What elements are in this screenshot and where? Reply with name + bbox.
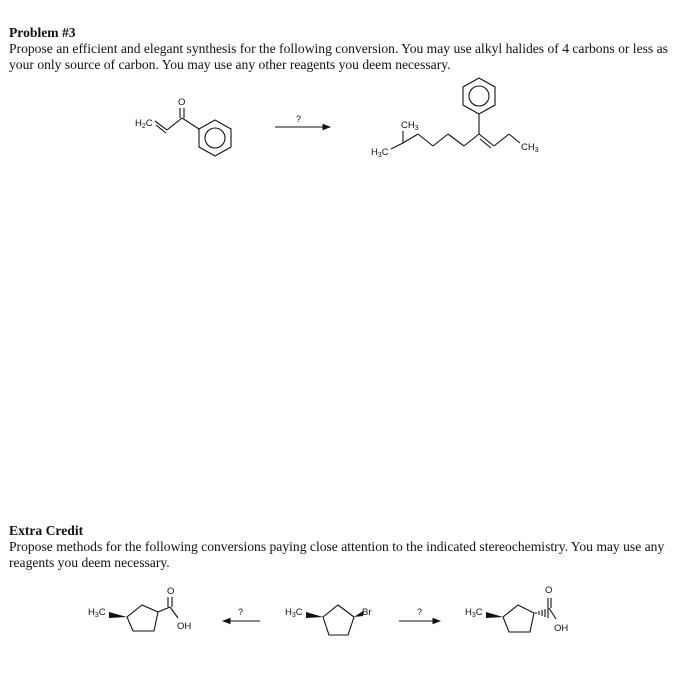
starting-material-molecule: [135, 97, 231, 156]
extra-left-molecule: [88, 586, 191, 632]
extra-right-methyl-label: $H_3C$: [465, 607, 483, 619]
reaction-arrow-label: ?: [296, 114, 302, 124]
starting-oxygen-label: O: [178, 97, 186, 108]
reaction-arrow: [275, 114, 330, 127]
product-left-methyl-label: $H_3C$: [371, 147, 389, 159]
extra-left-arrow: [223, 607, 260, 621]
extra-right-arrow: [399, 607, 440, 621]
extra-credit-description: Propose methods for the following conversions paying close attention to the indicated stereochemistry. You may use any reagents you deem necessary.: [9, 539, 665, 570]
extra-left-methyl-label: $H_3C$: [88, 607, 106, 619]
extra-right-oxygen-label: O: [545, 585, 553, 596]
extra-right-hydroxyl-label: OH: [554, 623, 569, 634]
product-molecule: [371, 78, 539, 159]
problem-description: Propose an efficient and elegant synthesis for the following conversion. You may use alkyl halides of 4 carbons or less as your only source of carbon. You may use any other reagents you deem necessary.: [9, 41, 668, 72]
starting-methylene-label: $H_2C$: [135, 118, 153, 130]
product-right-methyl-label: $CH_3$: [521, 142, 539, 154]
extra-credit-title: Extra Credit: [9, 523, 84, 538]
extra-left-oxygen-label: O: [167, 586, 175, 597]
product-top-methyl-label: $CH_3$: [401, 120, 419, 132]
extra-left-arrow-label: ?: [238, 607, 244, 617]
extra-left-hydroxyl-label: OH: [177, 621, 192, 632]
extra-right-arrow-label: ?: [417, 607, 423, 617]
extra-right-molecule: [465, 585, 568, 634]
extra-center-methyl-label: $H_3C$: [285, 607, 303, 619]
problem-title: Problem #3: [9, 25, 76, 40]
extra-center-bromine-label: Br: [362, 607, 372, 618]
extra-center-molecule: [285, 605, 372, 635]
